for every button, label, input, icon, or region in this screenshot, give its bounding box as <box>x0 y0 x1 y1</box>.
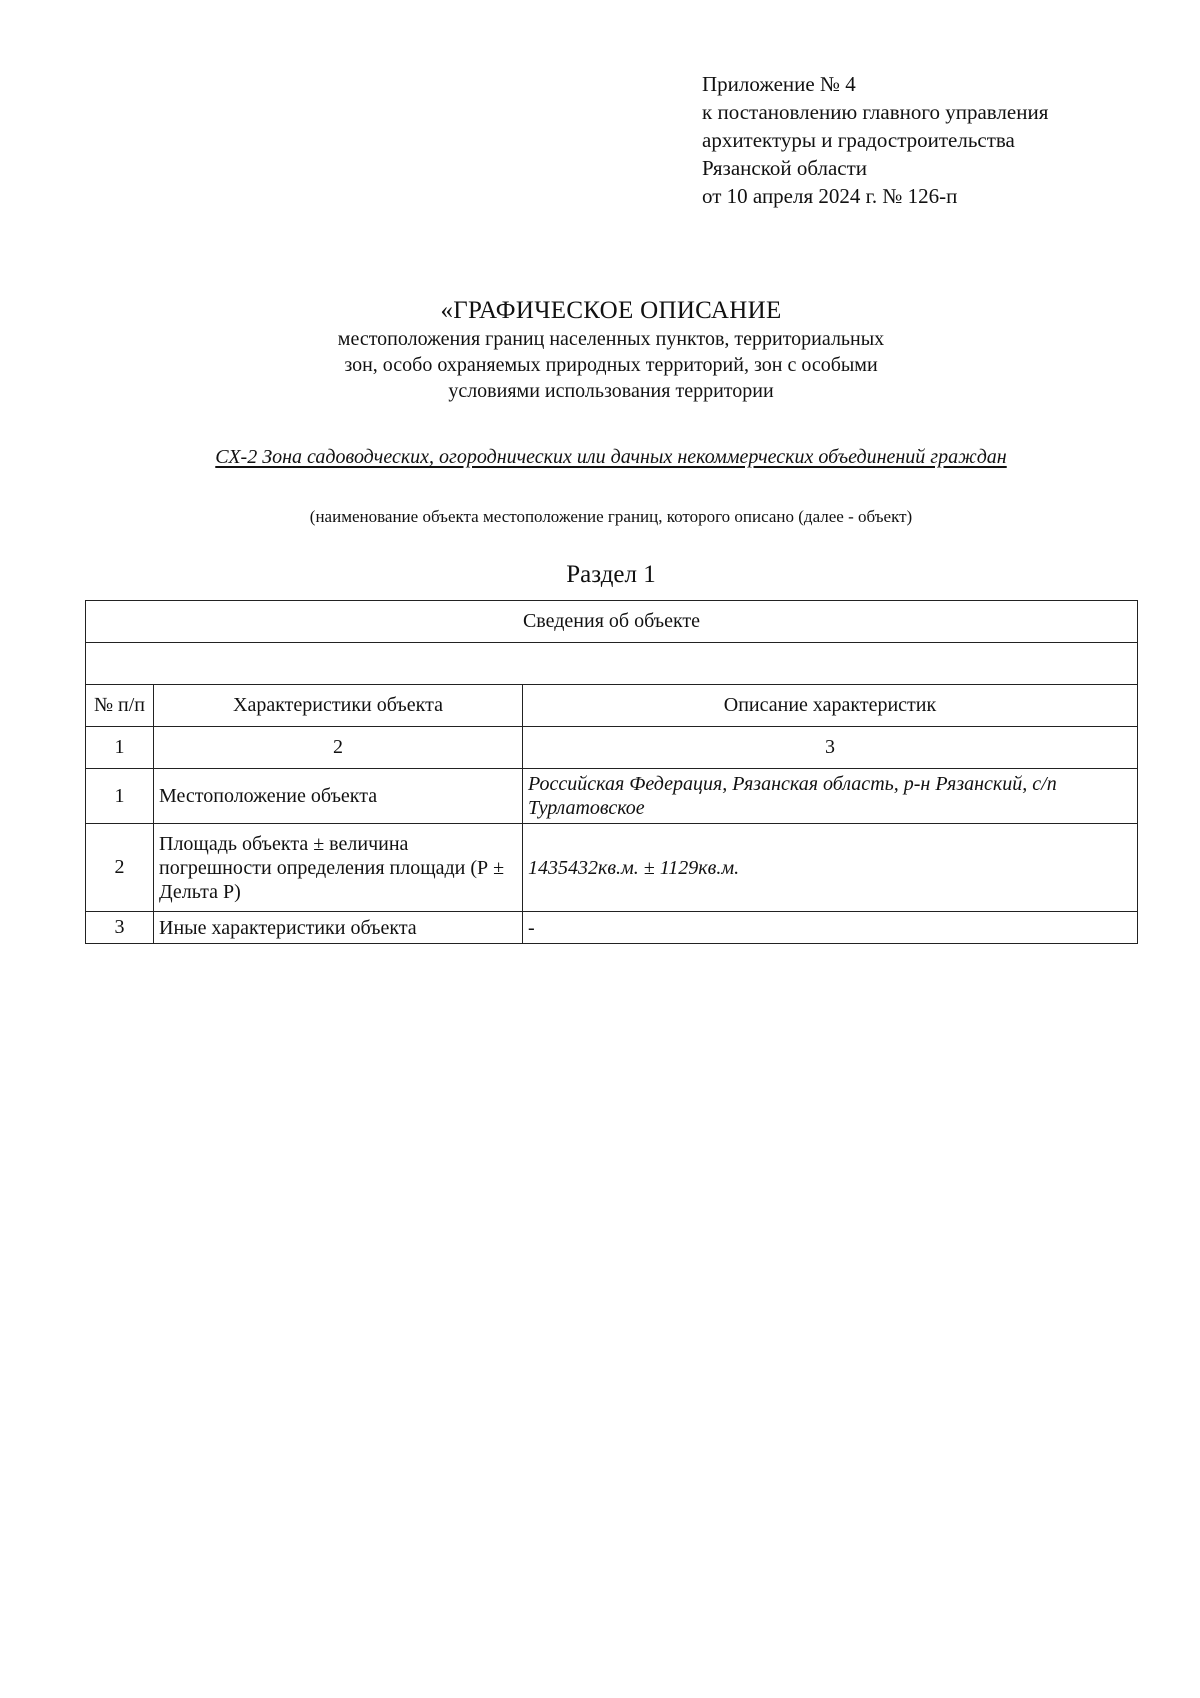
document-subtitle-line: местоположения границ населенных пунктов, территориальных <box>337 328 885 350</box>
section-title: Раздел 1 <box>566 561 656 588</box>
object-info-table <box>85 600 1138 944</box>
appendix-header <box>702 70 1048 210</box>
object-name-caption: (наименование объекта местоположение границ, которого описано (далее - объект) <box>309 507 913 526</box>
appendix-line: архитектуры и градостроительства <box>702 128 1015 152</box>
table-caption-row <box>86 601 1138 643</box>
table-row <box>86 769 1138 824</box>
appendix-line: к постановлению главного управления <box>702 100 1049 124</box>
row-characteristic: Местоположение объекта <box>154 769 523 824</box>
row-characteristic: Иные характеристики объекта <box>154 912 523 944</box>
row-description: Российская Федерация, Рязанская область, р-н Рязанский, с/п Турлатовское <box>523 769 1138 824</box>
row-characteristic: Площадь объекта ± величина погрешности определения площади (Р ± Дельта Р) <box>154 824 523 912</box>
row-description: - <box>523 912 1138 944</box>
document-subtitle-line: зон, особо охраняемых природных территорий, зон с особыми <box>344 354 878 376</box>
header-cell-description: Описание характеристик <box>523 685 1138 727</box>
document-subtitle-line: условиями использования территории <box>448 380 774 402</box>
table-empty-cell <box>86 643 1138 685</box>
table-caption: Сведения об объекте <box>86 601 1138 643</box>
table-row <box>86 824 1138 912</box>
row-number: 3 <box>86 912 154 944</box>
table-row <box>86 912 1138 944</box>
document-title: «ГРАФИЧЕСКОЕ ОПИСАНИЕ <box>440 297 782 324</box>
appendix-line: Приложение № 4 <box>702 72 856 96</box>
appendix-line: от 10 апреля 2024 г. № 126-п <box>702 184 958 208</box>
row-number: 2 <box>86 824 154 912</box>
header-cell-characteristic: Характеристики объекта <box>154 685 523 727</box>
table-column-numbers-row <box>86 727 1138 769</box>
row-description: 1435432кв.м. ± 1129кв.м. <box>523 824 1138 912</box>
column-number-cell: 2 <box>154 727 523 769</box>
header-cell-number: № п/п <box>86 685 154 727</box>
table-header-row <box>86 685 1138 727</box>
column-number-cell: 3 <box>523 727 1138 769</box>
column-number-cell: 1 <box>86 727 154 769</box>
document-title-block <box>0 296 1200 404</box>
table-empty-row <box>86 643 1138 685</box>
row-number: 1 <box>86 769 154 824</box>
object-name: СХ-2 Зона садоводческих, огороднических или дачных некоммерческих объединений граждан <box>215 446 1007 468</box>
appendix-line: Рязанской области <box>702 156 868 180</box>
